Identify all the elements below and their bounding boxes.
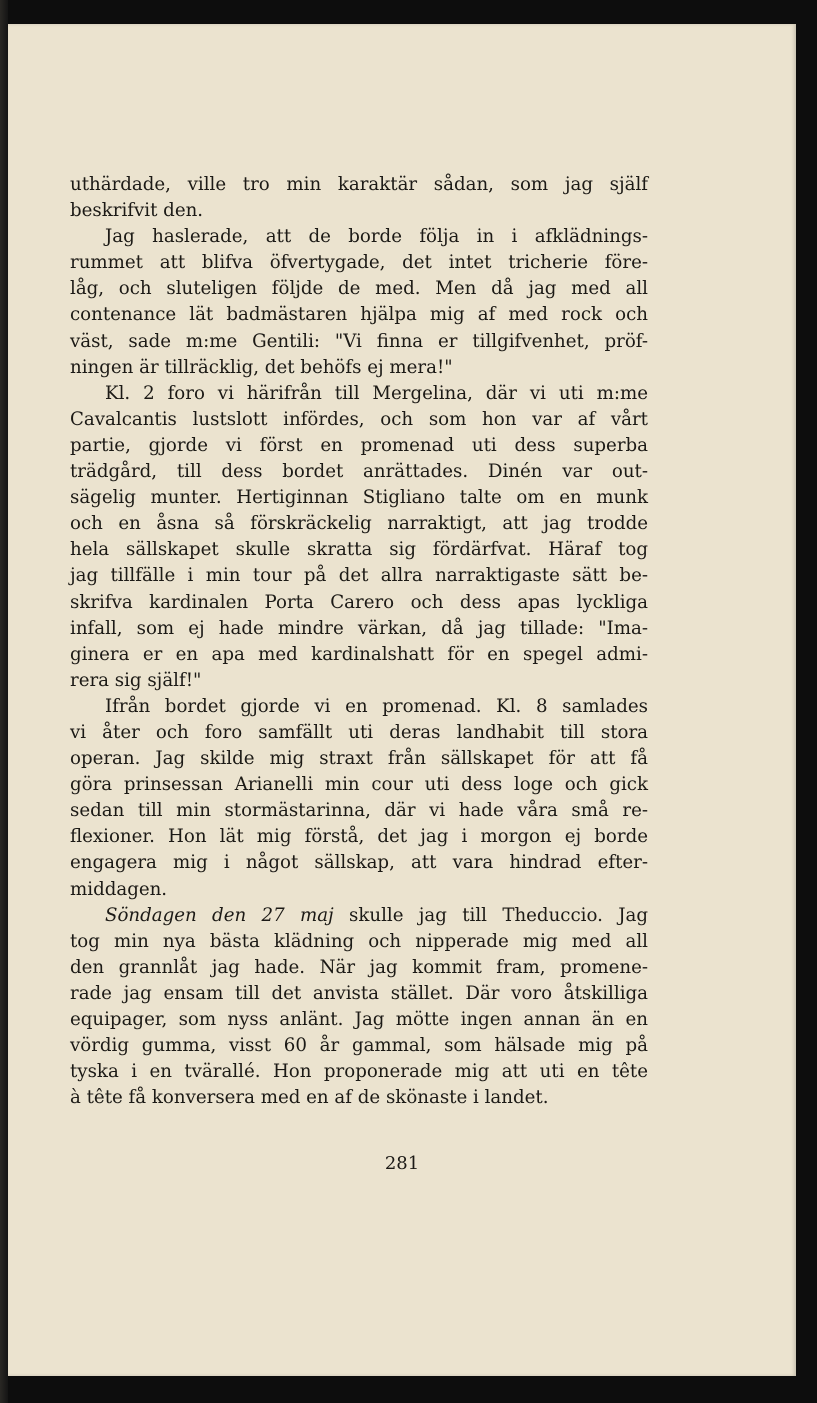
text-line: ningen är tillräcklig, det behöfs ej mera!" <box>70 356 453 378</box>
text-line: göra prinsessan Arianelli min cour uti dess loge och gick <box>70 774 648 796</box>
text-line: partie, gjorde vi först en promenad uti dess superba <box>70 434 648 456</box>
page-edge <box>0 0 8 1403</box>
text-line: trädgård, till dess bordet anrättades. Dinén var out- <box>70 461 648 483</box>
text-line: den grannlåt jag hade. När jag kommit fram, promene- <box>70 956 648 978</box>
text-line-rest: skulle jag till Theduccio. Jag <box>333 904 648 926</box>
text-line: contenance lät badmästaren hjälpa mig af med rock och <box>70 304 648 326</box>
text-line: tog min nya bästa klädning och nipperade mig med all <box>70 930 648 952</box>
text-line: rummet att blifva öfvertygade, det intet tricherie före- <box>70 252 648 274</box>
text-line <box>70 903 648 929</box>
text-line: rera sig själf!" <box>70 669 202 691</box>
text-line: Kl. 2 foro vi härifrån till Mergelina, där vi uti m:me <box>105 382 648 404</box>
body-text <box>70 172 648 1111</box>
text-line: rade jag ensam till det anvista stället. Där voro åtskilliga <box>70 982 648 1004</box>
text-line: middagen. <box>70 878 168 900</box>
text-line: vördig gumma, visst 60 år gammal, som hälsade mig på <box>70 1035 648 1057</box>
text-line: infall, som ej hade mindre värkan, då jag tillade: "Ima- <box>70 617 648 639</box>
book-page <box>8 24 796 1376</box>
text-line: flexioner. Hon lät mig förstå, det jag i morgon ej borde <box>70 826 648 848</box>
text-line: engagera mig i något sällskap, att vara hindrad efter- <box>70 852 648 874</box>
text-line: skrifva kardinalen Porta Carero och dess apas lyckliga <box>70 591 648 613</box>
text-line: hela sällskapet skulle skratta sig fördärfvat. Häraf tog <box>70 539 648 561</box>
text-line: vi åter och foro samfällt uti deras landhabit till stora <box>70 721 648 743</box>
text-line: tyska i en tvärallé. Hon proponerade mig att uti en tête <box>70 1061 648 1083</box>
text-line: jag tillfälle i min tour på det allra narraktigaste sätt be- <box>70 565 648 587</box>
text-line: equipager, som nyss anlänt. Jag mötte ingen annan än en <box>70 1009 648 1030</box>
text-line: Ifrån bordet gjorde vi en promenad. Kl. 8 samlades <box>105 695 648 717</box>
text-line: beskrifvit den. <box>70 200 204 222</box>
text-line: à tête få konversera med en af de skönaste i landet. <box>70 1087 549 1109</box>
text-line: uthärdade, ville tro min karaktär sådan, som jag själf <box>70 174 648 195</box>
italic-date: Söndagen den 27 maj <box>105 904 334 926</box>
text-line: Jag haslerade, att de borde följa in i afklädnings- <box>105 226 648 248</box>
text-line: och en åsna så förskräckelig narraktigt, att jag trodde <box>70 513 648 535</box>
text-line: låg, och sluteligen följde de med. Men då jag med all <box>70 278 648 300</box>
text-line: Cavalcantis lustslott infördes, och som hon var af vårt <box>70 408 648 430</box>
page-number: 281 <box>384 1153 420 1174</box>
text-line: sägelig munter. Hertiginnan Stigliano talte om en munk <box>70 487 648 509</box>
text-line: väst, sade m:me Gentili: "Vi finna er tillgifvenhet, pröf- <box>70 330 648 352</box>
text-line: sedan till min stormästarinna, där vi hade våra små re- <box>70 800 648 822</box>
text-line: operan. Jag skilde mig straxt från sällskapet för att få <box>70 748 648 770</box>
text-line: ginera er en apa med kardinalshatt för en spegel admi- <box>70 643 648 665</box>
